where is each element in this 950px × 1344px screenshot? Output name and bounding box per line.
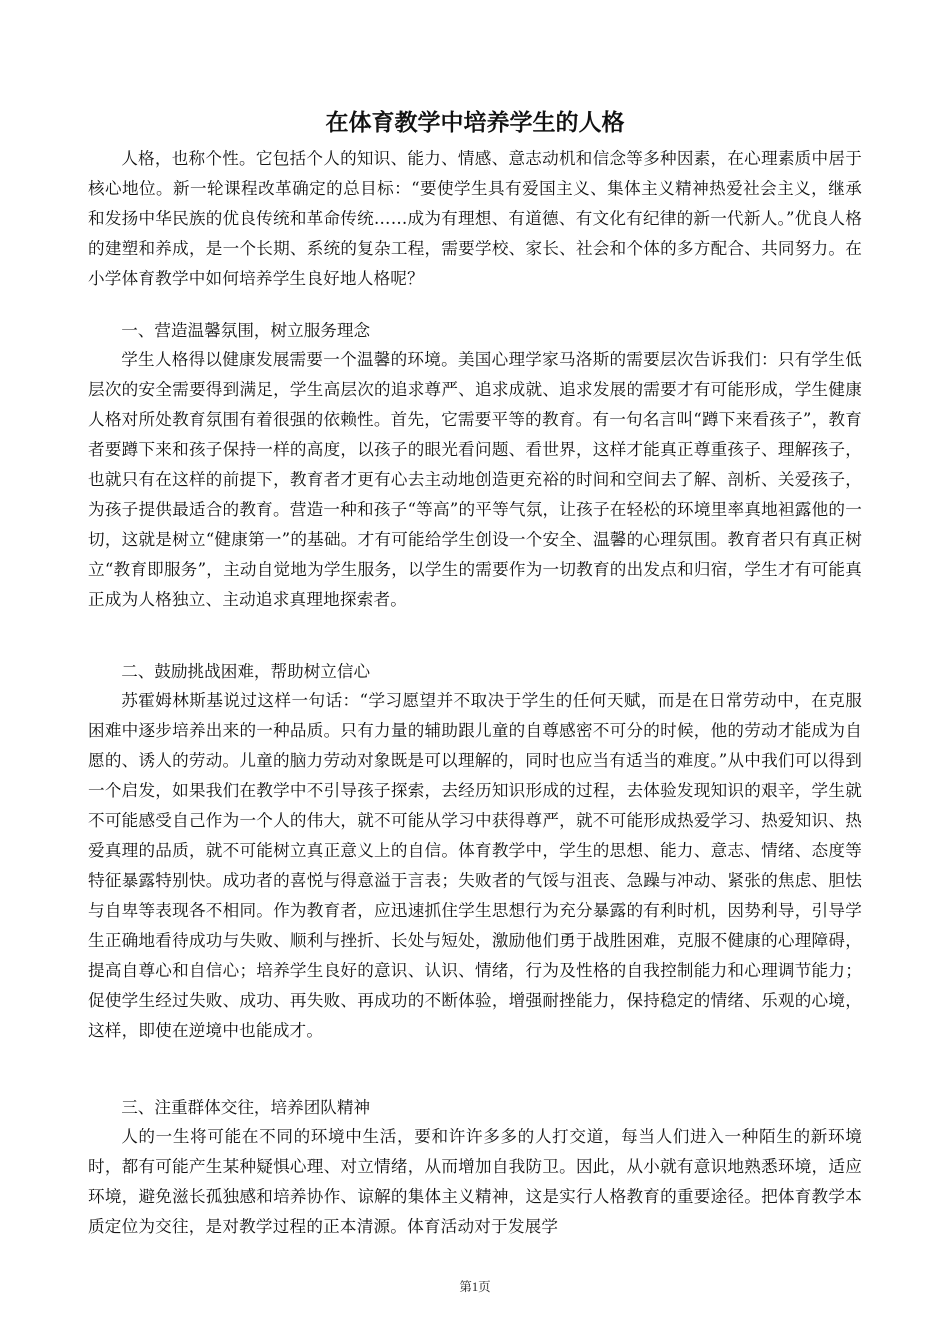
section-1-heading: 一、营造温馨氛围，树立服务理念 bbox=[121, 321, 371, 340]
intro-paragraph: 人格，也称个性。它包括个人的知识、能力、情感、意志动机和信念等多种因素，在心理素质中居于核心地位。新一轮课程改革确定的总目标：“要使学生具有爱国主义、集体主义精神热爱社会主义，继承和发扬中华民族的优良传统和革命传统……成为有理想、有道德、有文化有纪律的新一代新人。”优良人格的建塑和养成，是一个长期、系统的复杂工程，需要学校、家长、社会和个体的多方配合、共同努力。在小学体育教学中如何培养学生良好地人格呢？ bbox=[88, 149, 862, 288]
section-1-body: 学生人格得以健康发展需要一个温馨的环境。美国心理学家马洛斯的需要层次告诉我们：只有学生低层次的安全需要得到满足，学生高层次的追求尊严、追求成就、追求发展的需要才有可能形成，学生健康人格对所处教育氛围有着很强的依赖性。首先，它需要平等的教育。有一句名言叫“蹲下来看孩子”，教育者要蹲下来和孩子保持一样的高度，以孩子的眼光看问题、看世界，这样才能真正尊重孩子、理解孩子，也就只有在这样的前提下，教育者才更有心去主动地创造更充裕的时间和空间去了解、剖析、关爱孩子，为孩子提供最适合的教育。营造一种和孩子“等高”的平等气氛，让孩子在轻松的环境里率真地袒露他的一切，这就是树立“健康第一”的基础。才有可能给学生创设一个安全、温馨的心理氛围。教育者只有真正树立“教育即服务”，主动自觉地为学生服务，以学生的需要作为一切教育的出发点和归宿，学生才有可能真正成为人格独立、主动追求真理地探索者。 bbox=[88, 350, 862, 609]
section-2-body: 苏霍姆林斯基说过这样一句话：“学习愿望并不取决于学生的任何天赋，而是在日常劳动中，在克服困难中逐步培养出来的一种品质。只有力量的辅助跟儿童的自尊感密不可分的时候，他的劳动才能成为自愿的、诱人的劳动。儿童的脑力劳动对象既是可以理解的，同时也应当有适当的难度。”从中我们可以得到一个启发，如果我们在教学中不引导孩子探索，去经历知识形成的过程，去体验发现知识的艰辛，学生就不可能感受自己作为一个人的伟大，就不可能从学习中获得尊严，就不可能形成热爱学习、热爱知识、热爱真理的品质，就不可能树立真正意义上的自信。体育教学中，学生的思想、能力、意志、情绪、态度等特征暴露特别快。成功者的喜悦与得意溢于言表；失败者的气馁与沮丧、急躁与冲动、紧张的焦虑、胆怯与自卑等表现各不相同。作为教育者，应迅速抓住学生思想行为充分暴露的有利时机，因势利导，引导学生正确地看待成功与失败、顺利与挫折、长处与短处，激励他们勇于战胜困难，克服不健康的心理障碍，提高自尊心和自信心；培养学生良好的意识、认识、情绪，行为及性格的自我控制能力和心理调节能力；促使学生经过失败、成功、再失败、再成功的不断体验，增强耐挫能力，保持稳定的情绪、乐观的心境，这样，即使在逆境中也能成才。 bbox=[88, 691, 862, 1040]
page-number: 第1页 bbox=[459, 1280, 491, 1294]
document-title: 在体育教学中培养学生的人格 bbox=[325, 110, 625, 136]
section-2-heading: 二、鼓励挑战困难，帮助树立信心 bbox=[121, 662, 371, 681]
section-3-heading: 三、注重群体交往，培养团队精神 bbox=[121, 1098, 371, 1117]
section-3-body: 人的一生将可能在不同的环境中生活，要和许许多多的人打交道，每当人们进入一种陌生的新环境时，都有可能产生某种疑惧心理、对立情绪，从而增加自我防卫。因此，从小就有意识地熟悉环境，适应环境，避免滋长孤独感和培养协作、谅解的集体主义精神，这是实行人格教育的重要途径。把体育教学本质定位为交往，是对教学过程的正本清源。体育活动对于发展学 bbox=[88, 1127, 862, 1236]
